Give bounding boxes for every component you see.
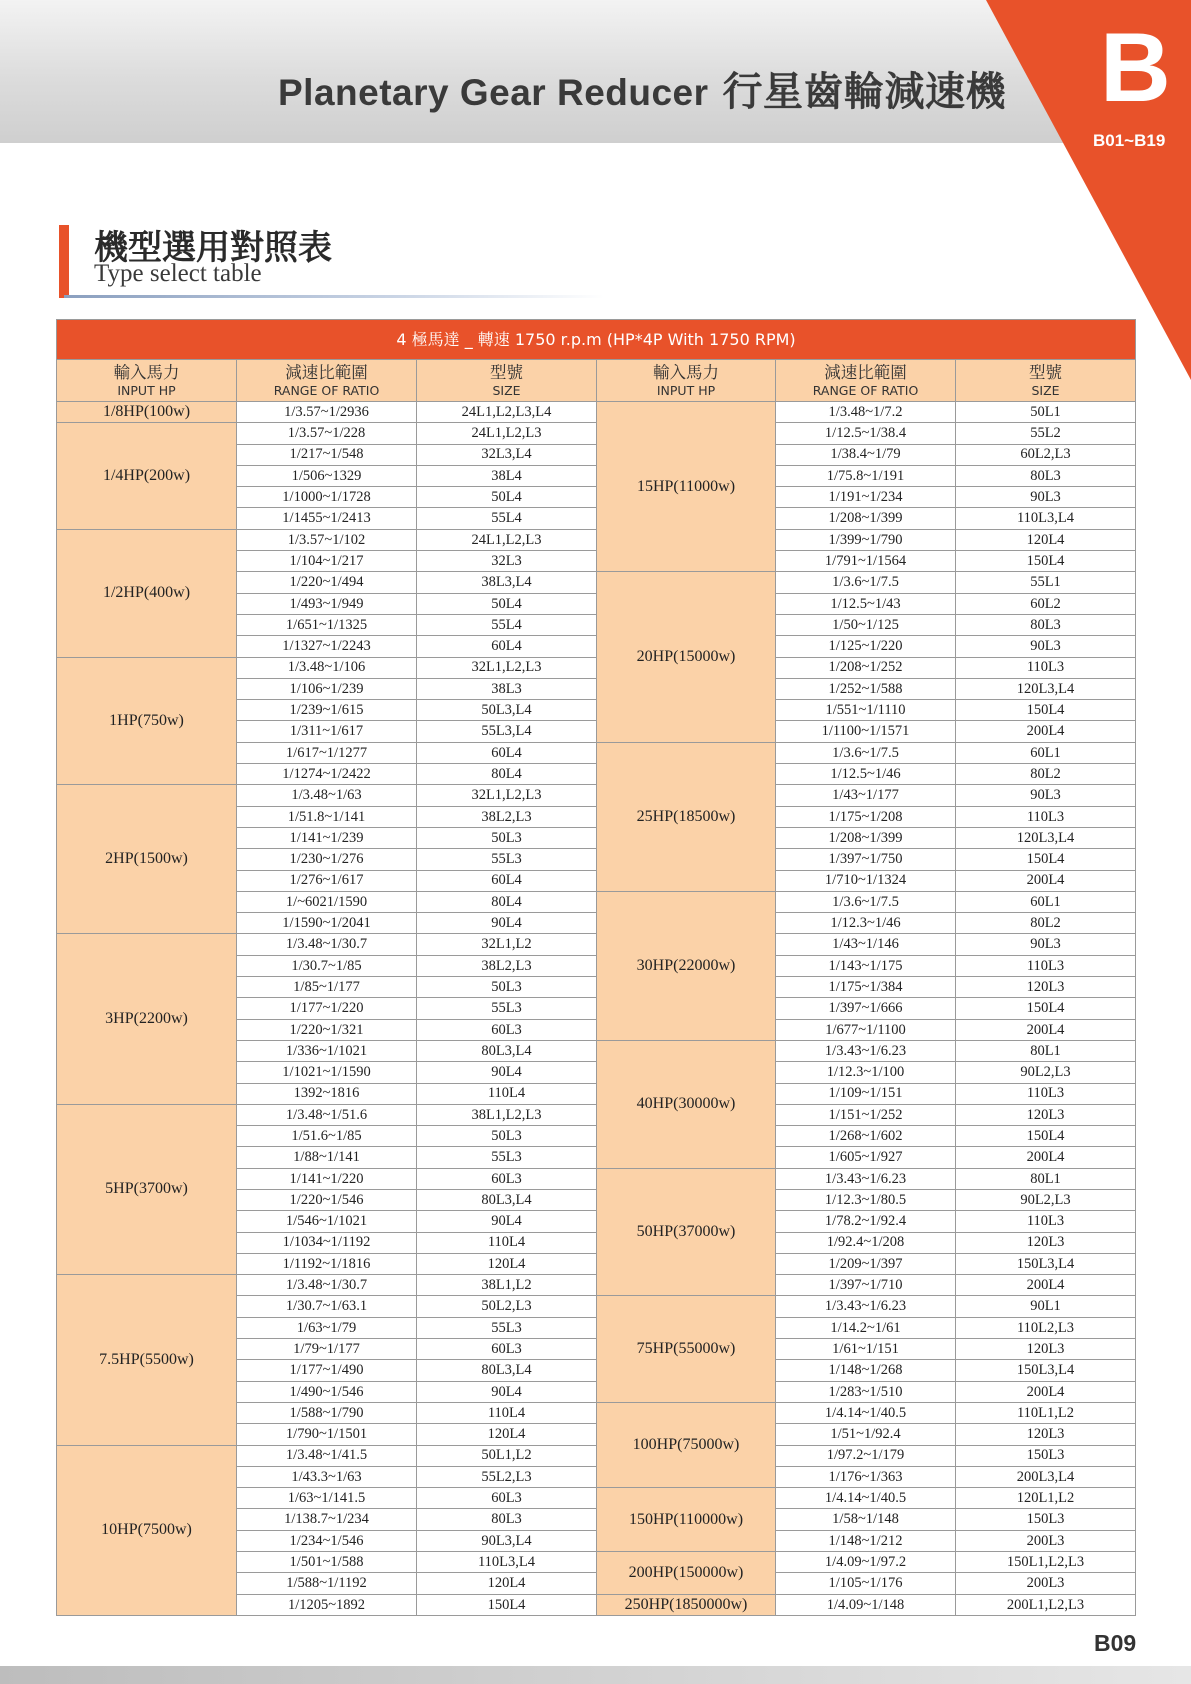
ratio-range-cell: 1/397~1/710 xyxy=(776,1275,956,1296)
ratio-range-cell: 1/1034~1/1192 xyxy=(237,1232,417,1253)
ratio-range-cell: 1/51~1/92.4 xyxy=(776,1424,956,1445)
size-cell: 110L3 xyxy=(956,657,1136,678)
input-hp-cell: 40HP(30000w) xyxy=(597,1040,776,1168)
ratio-range-cell: 1/501~1/588 xyxy=(237,1552,417,1573)
size-cell: 110L4 xyxy=(417,1232,597,1253)
input-hp-cell: 3HP(2200w) xyxy=(57,934,237,1104)
size-cell: 38L2,L3 xyxy=(417,955,597,976)
size-cell: 110L3 xyxy=(956,1211,1136,1232)
column-header-zh: 輸入馬力 xyxy=(113,363,180,383)
size-cell: 55L2 xyxy=(956,423,1136,444)
section-underline xyxy=(64,295,604,298)
ratio-range-cell: 1/4.14~1/40.5 xyxy=(776,1488,956,1509)
ratio-range-cell: 1/791~1/1564 xyxy=(776,551,956,572)
ratio-range-cell: 1/4.14~1/40.5 xyxy=(776,1402,956,1423)
ratio-range-cell: 1/506~1329 xyxy=(237,465,417,486)
ratio-range-cell: 1/1100~1/1571 xyxy=(776,721,956,742)
ratio-range-cell: 1/43.3~1/63 xyxy=(237,1466,417,1487)
size-cell: 200L4 xyxy=(956,1275,1136,1296)
size-cell: 55L1 xyxy=(956,572,1136,593)
header-title-en: Planetary Gear Reducer xyxy=(278,72,709,113)
ratio-range-cell: 1/12.5~1/46 xyxy=(776,764,956,785)
table-row xyxy=(57,402,1136,423)
ratio-range-cell: 1/12.3~1/46 xyxy=(776,913,956,934)
size-cell: 55L2,L3 xyxy=(417,1466,597,1487)
ratio-range-cell: 1/3.6~1/7.5 xyxy=(776,742,956,763)
size-cell: 55L3 xyxy=(417,849,597,870)
ratio-range-cell: 1/493~1/949 xyxy=(237,593,417,614)
ratio-range-cell: 1/97.2~1/179 xyxy=(776,1445,956,1466)
size-cell: 50L3 xyxy=(417,977,597,998)
size-cell: 50L1,L2 xyxy=(417,1445,597,1466)
size-cell: 150L3 xyxy=(956,1509,1136,1530)
size-cell: 80L1 xyxy=(956,1168,1136,1189)
ratio-range-cell: 1/3.57~1/228 xyxy=(237,423,417,444)
size-cell: 80L3,L4 xyxy=(417,1189,597,1210)
size-cell: 55L3,L4 xyxy=(417,721,597,742)
column-header-en: INPUT HP xyxy=(117,382,176,398)
ratio-range-cell: 1/790~1/1501 xyxy=(237,1424,417,1445)
size-cell: 120L4 xyxy=(417,1253,597,1274)
ratio-range-cell: 1/3.43~1/6.23 xyxy=(776,1296,956,1317)
ratio-range-cell: 1/1327~1/2243 xyxy=(237,636,417,657)
size-cell: 110L3 xyxy=(956,1083,1136,1104)
section-title-en: Type select table xyxy=(94,260,262,287)
ratio-range-cell: 1/75.8~1/191 xyxy=(776,465,956,486)
column-header xyxy=(57,360,237,402)
column-header-zh: 型號 xyxy=(490,363,523,383)
size-cell: 120L4 xyxy=(417,1573,597,1594)
size-cell: 60L3 xyxy=(417,1488,597,1509)
size-cell: 80L2 xyxy=(956,764,1136,785)
size-cell: 120L3,L4 xyxy=(956,678,1136,699)
ratio-range-cell: 1/30.7~1/85 xyxy=(237,955,417,976)
input-hp-cell: 15HP(11000w) xyxy=(597,402,776,572)
column-header-zh: 型號 xyxy=(1029,363,1062,383)
column-header-en: RANGE OF RATIO xyxy=(273,382,380,398)
size-cell: 110L4 xyxy=(417,1402,597,1423)
size-cell: 110L3,L4 xyxy=(956,508,1136,529)
ratio-range-cell: 1/12.5~1/38.4 xyxy=(776,423,956,444)
ratio-range-cell: 1/397~1/750 xyxy=(776,849,956,870)
ratio-range-cell: 1/177~1/490 xyxy=(237,1360,417,1381)
ratio-range-cell: 1/78.2~1/92.4 xyxy=(776,1211,956,1232)
table-title: 4 極馬達 _ 轉速 1750 r.p.m (HP*4P With 1750 RPM) xyxy=(57,320,1136,360)
size-cell: 50L2,L3 xyxy=(417,1296,597,1317)
size-cell: 110L4 xyxy=(417,1083,597,1104)
input-hp-cell: 1HP(750w) xyxy=(57,657,237,785)
ratio-range-cell: 1/3.57~1/102 xyxy=(237,529,417,550)
input-hp-cell: 100HP(75000w) xyxy=(597,1402,776,1487)
size-cell: 80L3 xyxy=(956,614,1136,635)
column-header-zh: 減速比範圍 xyxy=(824,363,907,383)
ratio-range-cell: 1/58~1/148 xyxy=(776,1509,956,1530)
input-hp-cell: 1/2HP(400w) xyxy=(57,529,237,657)
ratio-range-cell: 1/677~1/1100 xyxy=(776,1019,956,1040)
ratio-range-cell: 1/710~1/1324 xyxy=(776,870,956,891)
ratio-range-cell: 1/3.43~1/6.23 xyxy=(776,1040,956,1061)
page-number: B09 xyxy=(1094,1630,1137,1656)
ratio-range-cell: 1/105~1/176 xyxy=(776,1573,956,1594)
table-row xyxy=(57,1445,1136,1466)
size-cell: 60L4 xyxy=(417,636,597,657)
size-cell: 80L3,L4 xyxy=(417,1040,597,1061)
column-header xyxy=(417,360,597,402)
ratio-range-cell: 1/1205~1892 xyxy=(237,1594,417,1615)
size-cell: 150L3,L4 xyxy=(956,1360,1136,1381)
size-cell: 90L2,L3 xyxy=(956,1062,1136,1083)
ratio-range-cell: 1/1590~1/2041 xyxy=(237,913,417,934)
ratio-range-cell: 1/148~1/212 xyxy=(776,1530,956,1551)
ratio-range-cell: 1/79~1/177 xyxy=(237,1339,417,1360)
input-hp-cell: 25HP(18500w) xyxy=(597,742,776,891)
ratio-range-cell: 1/3.6~1/7.5 xyxy=(776,891,956,912)
size-cell: 55L3 xyxy=(417,1317,597,1338)
input-hp-cell: 2HP(1500w) xyxy=(57,785,237,934)
size-cell: 120L3 xyxy=(956,1232,1136,1253)
size-cell: 200L1,L2,L3 xyxy=(956,1594,1136,1615)
column-header-en: RANGE OF RATIO xyxy=(812,382,919,398)
ratio-range-cell: 1/208~1/399 xyxy=(776,827,956,848)
size-cell: 38L1,L2 xyxy=(417,1275,597,1296)
ratio-range-cell: 1/106~1/239 xyxy=(237,678,417,699)
size-cell: 24L1,L2,L3 xyxy=(417,423,597,444)
size-cell: 200L4 xyxy=(956,1381,1136,1402)
size-cell: 80L4 xyxy=(417,891,597,912)
input-hp-cell: 250HP(1850000w) xyxy=(597,1594,776,1615)
ratio-range-cell: 1/551~1/1110 xyxy=(776,700,956,721)
size-cell: 90L4 xyxy=(417,1211,597,1232)
size-cell: 110L3 xyxy=(956,806,1136,827)
size-cell: 80L3 xyxy=(956,465,1136,486)
ratio-range-cell: 1/283~1/510 xyxy=(776,1381,956,1402)
size-cell: 110L3,L4 xyxy=(417,1552,597,1573)
size-cell: 150L3 xyxy=(956,1445,1136,1466)
ratio-range-cell: 1/12.3~1/100 xyxy=(776,1062,956,1083)
ratio-range-cell: 1/43~1/146 xyxy=(776,934,956,955)
column-header xyxy=(597,360,776,402)
size-cell: 60L1 xyxy=(956,891,1136,912)
size-cell: 150L4 xyxy=(956,998,1136,1019)
size-cell: 90L3 xyxy=(956,636,1136,657)
ratio-range-cell: 1/3.48~1/30.7 xyxy=(237,1275,417,1296)
ratio-range-cell: 1/38.4~1/79 xyxy=(776,444,956,465)
ratio-range-cell: 1/276~1/617 xyxy=(237,870,417,891)
ratio-range-cell: 1/1455~1/2413 xyxy=(237,508,417,529)
ratio-range-cell: 1/3.48~1/7.2 xyxy=(776,402,956,423)
input-hp-cell: 75HP(55000w) xyxy=(597,1296,776,1402)
size-cell: 32L1,L2,L3 xyxy=(417,657,597,678)
size-cell: 120L1,L2 xyxy=(956,1488,1136,1509)
ratio-range-cell: 1/50~1/125 xyxy=(776,614,956,635)
type-select-table xyxy=(56,319,1136,1616)
ratio-range-cell: 1/151~1/252 xyxy=(776,1104,956,1125)
size-cell: 200L4 xyxy=(956,721,1136,742)
ratio-range-cell: 1/12.5~1/43 xyxy=(776,593,956,614)
column-header-en: INPUT HP xyxy=(656,382,716,398)
size-cell: 120L3 xyxy=(956,977,1136,998)
input-hp-cell: 1/8HP(100w) xyxy=(57,402,237,423)
ratio-range-cell: 1/3.48~1/30.7 xyxy=(237,934,417,955)
ratio-range-cell: 1/63~1/79 xyxy=(237,1317,417,1338)
ratio-range-cell: 1/230~1/276 xyxy=(237,849,417,870)
size-cell: 24L1,L2,L3,L4 xyxy=(417,402,597,423)
size-cell: 50L3,L4 xyxy=(417,700,597,721)
ratio-range-cell: 1/209~1/397 xyxy=(776,1253,956,1274)
input-hp-cell: 50HP(37000w) xyxy=(597,1168,776,1296)
ratio-range-cell: 1/268~1/602 xyxy=(776,1126,956,1147)
input-hp-cell: 200HP(150000w) xyxy=(597,1552,776,1595)
size-cell: 55L4 xyxy=(417,508,597,529)
table-row xyxy=(57,1104,1136,1125)
size-cell: 90L4 xyxy=(417,1062,597,1083)
column-header-en: SIZE xyxy=(492,382,521,398)
size-cell: 90L1 xyxy=(956,1296,1136,1317)
ratio-range-cell: 1/63~1/141.5 xyxy=(237,1488,417,1509)
size-cell: 200L3 xyxy=(956,1573,1136,1594)
size-cell: 38L2,L3 xyxy=(417,806,597,827)
section-marker xyxy=(59,225,69,298)
input-hp-cell: 150HP(110000w) xyxy=(597,1488,776,1552)
column-header-en: SIZE xyxy=(1031,382,1060,398)
size-cell: 60L4 xyxy=(417,870,597,891)
size-cell: 80L1 xyxy=(956,1040,1136,1061)
size-cell: 32L3,L4 xyxy=(417,444,597,465)
ratio-range-cell: 1/109~1/151 xyxy=(776,1083,956,1104)
ratio-range-cell: 1/3.6~1/7.5 xyxy=(776,572,956,593)
ratio-range-cell: 1/30.7~1/63.1 xyxy=(237,1296,417,1317)
ratio-range-cell: 1/85~1/177 xyxy=(237,977,417,998)
footer-bar xyxy=(0,1666,1191,1684)
ratio-range-cell: 1/43~1/177 xyxy=(776,785,956,806)
size-cell: 200L3,L4 xyxy=(956,1466,1136,1487)
size-cell: 55L4 xyxy=(417,614,597,635)
ratio-range-cell: 1/588~1/1192 xyxy=(237,1573,417,1594)
ratio-range-cell: 1/191~1/234 xyxy=(776,487,956,508)
size-cell: 60L3 xyxy=(417,1019,597,1040)
size-cell: 150L4 xyxy=(417,1594,597,1615)
size-cell: 150L4 xyxy=(956,849,1136,870)
ratio-range-cell: 1/1000~1/1728 xyxy=(237,487,417,508)
size-cell: 90L3 xyxy=(956,934,1136,955)
ratio-range-cell: 1/239~1/615 xyxy=(237,700,417,721)
ratio-range-cell: 1/490~1/546 xyxy=(237,1381,417,1402)
table-row xyxy=(57,423,1136,444)
ratio-range-cell: 1/3.57~1/2936 xyxy=(237,402,417,423)
ratio-range-cell: 1/141~1/220 xyxy=(237,1168,417,1189)
ratio-range-cell: 1/336~1/1021 xyxy=(237,1040,417,1061)
column-header xyxy=(776,360,956,402)
size-cell: 90L4 xyxy=(417,913,597,934)
ratio-range-cell: 1/12.3~1/80.5 xyxy=(776,1189,956,1210)
column-header-zh: 減速比範圍 xyxy=(285,363,368,383)
size-cell: 120L3 xyxy=(956,1104,1136,1125)
size-cell: 200L3 xyxy=(956,1530,1136,1551)
ratio-range-cell: 1/3.48~1/51.6 xyxy=(237,1104,417,1125)
size-cell: 120L3,L4 xyxy=(956,827,1136,848)
size-cell: 110L1,L2 xyxy=(956,1402,1136,1423)
size-cell: 60L2 xyxy=(956,593,1136,614)
size-cell: 32L1,L2,L3 xyxy=(417,785,597,806)
size-cell: 24L1,L2,L3 xyxy=(417,529,597,550)
size-cell: 60L3 xyxy=(417,1168,597,1189)
size-cell: 110L2,L3 xyxy=(956,1317,1136,1338)
ratio-range-cell: 1/1274~1/2422 xyxy=(237,764,417,785)
size-cell: 50L4 xyxy=(417,593,597,614)
size-cell: 120L4 xyxy=(417,1424,597,1445)
ratio-range-cell: 1/51.6~1/85 xyxy=(237,1126,417,1147)
size-cell: 38L4 xyxy=(417,465,597,486)
size-cell: 80L3 xyxy=(417,1509,597,1530)
size-cell: 110L3 xyxy=(956,955,1136,976)
table-row xyxy=(57,785,1136,806)
ratio-range-cell: 1/605~1/927 xyxy=(776,1147,956,1168)
ratio-range-cell: 1/92.4~1/208 xyxy=(776,1232,956,1253)
table-row xyxy=(57,657,1136,678)
header-title-zh: 行星齒輪減速機 xyxy=(722,69,1007,115)
size-cell: 120L4 xyxy=(956,529,1136,550)
ratio-range-cell: 1/125~1/220 xyxy=(776,636,956,657)
column-header xyxy=(956,360,1136,402)
ratio-range-cell: 1/208~1/399 xyxy=(776,508,956,529)
size-cell: 60L1 xyxy=(956,742,1136,763)
size-cell: 90L2,L3 xyxy=(956,1189,1136,1210)
ratio-range-cell: 1/176~1/363 xyxy=(776,1466,956,1487)
size-cell: 60L2,L3 xyxy=(956,444,1136,465)
table-row xyxy=(57,934,1136,955)
input-hp-cell: 30HP(22000w) xyxy=(597,891,776,1040)
size-cell: 200L4 xyxy=(956,870,1136,891)
ratio-range-cell: 1/148~1/268 xyxy=(776,1360,956,1381)
size-cell: 60L4 xyxy=(417,742,597,763)
table-title-row xyxy=(57,320,1136,360)
ratio-range-cell: 1/175~1/384 xyxy=(776,977,956,998)
ratio-range-cell: 1/143~1/175 xyxy=(776,955,956,976)
header-title xyxy=(278,60,1006,117)
ratio-range-cell: 1/4.09~1/148 xyxy=(776,1594,956,1615)
section-letter: B xyxy=(1100,12,1171,122)
ratio-range-cell: 1/588~1/790 xyxy=(237,1402,417,1423)
ratio-range-cell: 1392~1816 xyxy=(237,1083,417,1104)
size-cell: 90L3,L4 xyxy=(417,1530,597,1551)
ratio-range-cell: 1/220~1/546 xyxy=(237,1189,417,1210)
ratio-range-cell: 1/175~1/208 xyxy=(776,806,956,827)
ratio-range-cell: 1/104~1/217 xyxy=(237,551,417,572)
size-cell: 90L3 xyxy=(956,487,1136,508)
ratio-range-cell: 1/138.7~1/234 xyxy=(237,1509,417,1530)
ratio-range-cell: 1/3.48~1/63 xyxy=(237,785,417,806)
size-cell: 32L1,L2 xyxy=(417,934,597,955)
size-cell: 150L3,L4 xyxy=(956,1253,1136,1274)
size-cell: 150L4 xyxy=(956,1126,1136,1147)
size-cell: 80L2 xyxy=(956,913,1136,934)
table-row xyxy=(57,1275,1136,1296)
ratio-range-cell: 1/220~1/494 xyxy=(237,572,417,593)
size-cell: 55L3 xyxy=(417,998,597,1019)
size-cell: 50L1 xyxy=(956,402,1136,423)
section-range: B01~B19 xyxy=(1093,131,1166,150)
ratio-range-cell: 1/3.43~1/6.23 xyxy=(776,1168,956,1189)
size-cell: 50L4 xyxy=(417,487,597,508)
ratio-range-cell: 1/252~1/588 xyxy=(776,678,956,699)
column-header-zh: 輸入馬力 xyxy=(653,363,719,383)
input-hp-cell: 1/4HP(200w) xyxy=(57,423,237,529)
size-cell: 38L3 xyxy=(417,678,597,699)
size-cell: 150L4 xyxy=(956,551,1136,572)
ratio-range-cell: 1/651~1/1325 xyxy=(237,614,417,635)
size-cell: 80L3,L4 xyxy=(417,1360,597,1381)
ratio-range-cell: 1/546~1/1021 xyxy=(237,1211,417,1232)
size-cell: 90L4 xyxy=(417,1381,597,1402)
input-hp-cell: 10HP(7500w) xyxy=(57,1445,237,1615)
ratio-range-cell: 1/3.48~1/106 xyxy=(237,657,417,678)
ratio-range-cell: 1/397~1/666 xyxy=(776,998,956,1019)
ratio-range-cell: 1/1192~1/1816 xyxy=(237,1253,417,1274)
size-cell: 55L3 xyxy=(417,1147,597,1168)
ratio-range-cell: 1/141~1/239 xyxy=(237,827,417,848)
ratio-range-cell: 1/617~1/1277 xyxy=(237,742,417,763)
size-cell: 200L4 xyxy=(956,1147,1136,1168)
ratio-range-cell: 1/~6021/1590 xyxy=(237,891,417,912)
size-cell: 32L3 xyxy=(417,551,597,572)
size-cell: 120L3 xyxy=(956,1339,1136,1360)
ratio-range-cell: 1/399~1/790 xyxy=(776,529,956,550)
ratio-range-cell: 1/311~1/617 xyxy=(237,721,417,742)
input-hp-cell: 20HP(15000w) xyxy=(597,572,776,742)
size-cell: 200L4 xyxy=(956,1019,1136,1040)
ratio-range-cell: 1/177~1/220 xyxy=(237,998,417,1019)
size-cell: 90L3 xyxy=(956,785,1136,806)
ratio-range-cell: 1/217~1/548 xyxy=(237,444,417,465)
ratio-range-cell: 1/4.09~1/97.2 xyxy=(776,1552,956,1573)
size-cell: 50L3 xyxy=(417,827,597,848)
size-cell: 120L3 xyxy=(956,1424,1136,1445)
ratio-range-cell: 1/1021~1/1590 xyxy=(237,1062,417,1083)
ratio-range-cell: 1/220~1/321 xyxy=(237,1019,417,1040)
size-cell: 50L3 xyxy=(417,1126,597,1147)
ratio-range-cell: 1/208~1/252 xyxy=(776,657,956,678)
size-cell: 80L4 xyxy=(417,764,597,785)
column-header-row xyxy=(57,360,1136,402)
size-cell: 38L3,L4 xyxy=(417,572,597,593)
ratio-range-cell: 1/234~1/546 xyxy=(237,1530,417,1551)
size-cell: 60L3 xyxy=(417,1339,597,1360)
column-header xyxy=(237,360,417,402)
input-hp-cell: 5HP(3700w) xyxy=(57,1104,237,1274)
ratio-range-cell: 1/61~1/151 xyxy=(776,1339,956,1360)
section-title-zh: 機型選用對照表 xyxy=(94,228,332,268)
ratio-range-cell: 1/51.8~1/141 xyxy=(237,806,417,827)
size-cell: 150L1,L2,L3 xyxy=(956,1552,1136,1573)
table-row xyxy=(57,529,1136,550)
size-cell: 150L4 xyxy=(956,700,1136,721)
ratio-range-cell: 1/14.2~1/61 xyxy=(776,1317,956,1338)
size-cell: 38L1,L2,L3 xyxy=(417,1104,597,1125)
ratio-range-cell: 1/3.48~1/41.5 xyxy=(237,1445,417,1466)
ratio-range-cell: 1/88~1/141 xyxy=(237,1147,417,1168)
input-hp-cell: 7.5HP(5500w) xyxy=(57,1275,237,1445)
